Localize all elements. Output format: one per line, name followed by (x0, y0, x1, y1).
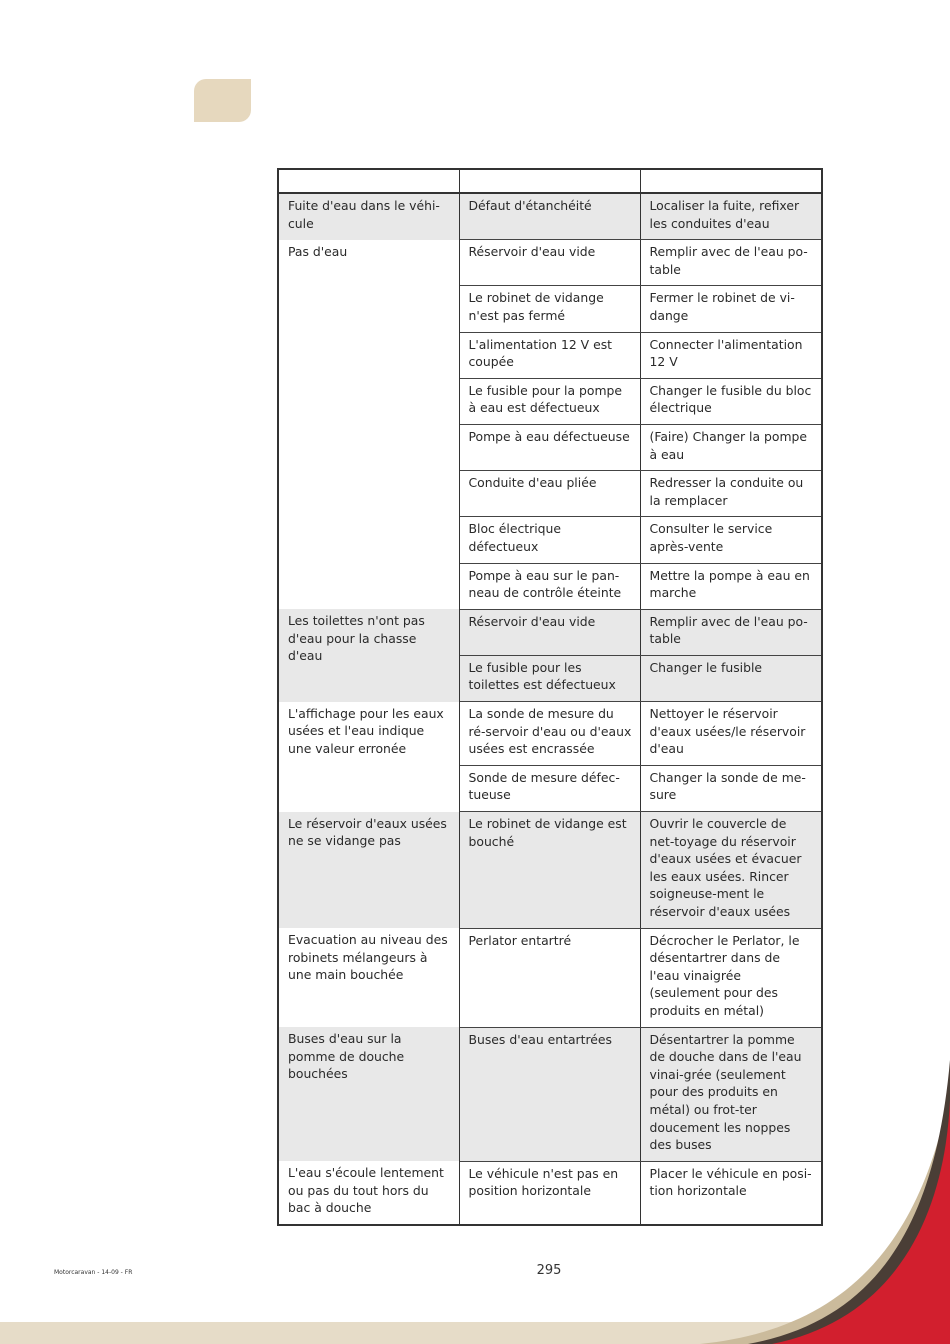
table-body (278, 193, 822, 1225)
table-row (278, 812, 822, 929)
remedy-cell: Désentartrer la pomme de douche dans de l'eau vinai-grée (seulement pour des produits en métal) ou frot-ter doucement les noppes des buses (640, 1027, 822, 1161)
problem-cell: Le réservoir d'eaux usées ne se vidange pas (278, 812, 459, 929)
cause-cell: Le véhicule n'est pas en position horizontale (459, 1161, 640, 1225)
document-reference: Motorcaravan - 14-09 - FR (54, 1269, 133, 1276)
cause-cell: Pompe à eau défectueuse (459, 424, 640, 470)
table-row (278, 240, 822, 286)
table-row (278, 1027, 822, 1161)
remedy-cell: Connecter l'alimentation 12 V (640, 332, 822, 378)
table-row (278, 702, 822, 766)
problem-cell: L'eau s'écoule lentement ou pas du tout hors du bac à douche (278, 1161, 459, 1225)
cause-cell: Bloc électrique défectueux (459, 517, 640, 563)
cause-cell: Le fusible pour les toilettes est défectueux (459, 655, 640, 701)
remedy-cell: Remplir avec de l'eau po-table (640, 609, 822, 655)
remedy-cell: Localiser la fuite, refixer les conduites d'eau (640, 193, 822, 240)
table-row (278, 609, 822, 655)
remedy-cell: Mettre la pompe à eau en marche (640, 563, 822, 609)
cause-cell: Pompe à eau sur le pan-neau de contrôle éteinte (459, 563, 640, 609)
remedy-cell: Changer la sonde de me-sure (640, 765, 822, 811)
table-row (278, 193, 822, 240)
cause-cell: Le robinet de vidange est bouché (459, 812, 640, 929)
remedy-cell: (Faire) Changer la pompe à eau (640, 424, 822, 470)
troubleshooting-table (277, 168, 823, 1226)
remedy-cell: Nettoyer le réservoir d'eaux usées/le réservoir d'eau (640, 702, 822, 766)
cause-cell: L'alimentation 12 V est coupée (459, 332, 640, 378)
cause-cell: Buses d'eau entartrées (459, 1027, 640, 1161)
remedy-cell: Ouvrir le couvercle de net-toyage du réservoir d'eaux usées et évacuer les eaux usées. Rincer soigneuse-ment le réservoir d'eaux usées (640, 812, 822, 929)
remedy-cell: Remplir avec de l'eau po-table (640, 240, 822, 286)
table-row (278, 1161, 822, 1225)
remedy-cell: Changer le fusible du bloc électrique (640, 378, 822, 424)
cause-cell: Le fusible pour la pompe à eau est défectueux (459, 378, 640, 424)
cause-cell: Réservoir d'eau vide (459, 609, 640, 655)
remedy-cell: Redresser la conduite ou la remplacer (640, 471, 822, 517)
remedy-cell: Placer le véhicule en posi-tion horizontale (640, 1161, 822, 1225)
header-cause (459, 169, 640, 193)
page-number: 295 (536, 1263, 562, 1278)
remedy-cell: Fermer le robinet de vi-dange (640, 286, 822, 332)
header-problem (278, 169, 459, 193)
table-row (278, 928, 822, 1027)
cause-cell: Sonde de mesure défec-tueuse (459, 765, 640, 811)
cause-cell: Conduite d'eau pliée (459, 471, 640, 517)
remedy-cell: Décrocher le Perlator, le désentartrer dans de l'eau vinaigrée (seulement pour des produits en métal) (640, 928, 822, 1027)
header-remedy (640, 169, 822, 193)
remedy-cell: Changer le fusible (640, 655, 822, 701)
cause-cell: Défaut d'étanchéité (459, 193, 640, 240)
problem-cell: L'affichage pour les eaux usées et l'eau indique une valeur erronée (278, 702, 459, 812)
problem-cell: Pas d'eau (278, 240, 459, 610)
remedy-cell: Consulter le service après-vente (640, 517, 822, 563)
cause-cell: La sonde de mesure du ré-servoir d'eau ou d'eaux usées est encrassée (459, 702, 640, 766)
problem-cell: Fuite d'eau dans le véhi-cule (278, 193, 459, 240)
cause-cell: Le robinet de vidange n'est pas fermé (459, 286, 640, 332)
cause-cell: Perlator entartré (459, 928, 640, 1027)
problem-cell: Evacuation au niveau des robinets mélangeurs à une main bouchée (278, 928, 459, 1027)
table-header-row (278, 169, 822, 193)
problem-cell: Buses d'eau sur la pomme de douche bouchées (278, 1027, 459, 1161)
problem-cell: Les toilettes n'ont pas d'eau pour la chasse d'eau (278, 609, 459, 701)
cause-cell: Réservoir d'eau vide (459, 240, 640, 286)
